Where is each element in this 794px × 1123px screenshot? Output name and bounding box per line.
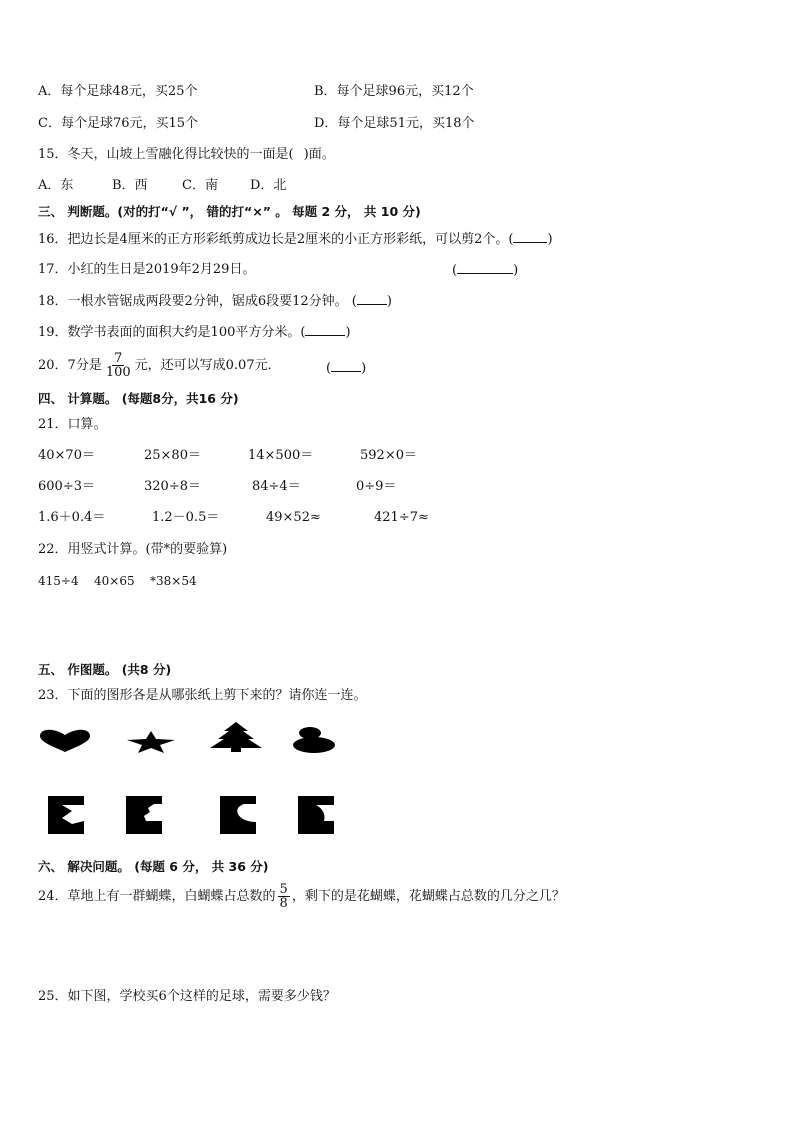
q20-paren-close: ) [361, 361, 367, 376]
q14-option-c: C．每个足球76元，买15个 [38, 116, 199, 131]
q20-fraction-numerator: 7 [114, 351, 123, 366]
q17-text: 17．小红的生日是2019年2月29日。 [38, 262, 256, 277]
oral-item: 320÷8＝ [144, 479, 201, 494]
oral-item: 0÷9＝ [356, 479, 397, 494]
q19-answer-blank[interactable] [305, 323, 345, 336]
q20-fraction [104, 352, 133, 379]
q24 [38, 882, 565, 912]
q24-fraction-numerator: 5 [279, 882, 288, 897]
q24-text-post: ，剩下的是花蝴蝶，花蝴蝶占总数的几分之几？ [291, 889, 565, 904]
section6-title: 六、 解决问题。 (每题 6 分， 共 36 分) [38, 859, 269, 874]
q20-answer [326, 359, 366, 378]
oral-item: 421÷7≈ [374, 510, 429, 525]
q22-item: 40×65 [94, 574, 135, 588]
q16-text: 16．把边长是4厘米的正方形彩纸剪成边长是2厘米的小正方形彩纸，可以剪2个。( [38, 232, 514, 247]
q16 [38, 230, 553, 249]
tree-shape [208, 722, 264, 752]
q18 [38, 292, 392, 311]
q20-paren-open: ( [326, 361, 332, 376]
q18-answer-blank[interactable] [357, 292, 387, 305]
q24-fraction-denominator: 8 [279, 896, 288, 911]
q20-fraction-denominator: 100 [105, 365, 131, 380]
oral-item: 49×52≈ [266, 510, 321, 525]
q17-paren-close: ) [513, 263, 519, 278]
q15-option-c: C．南 [182, 178, 218, 193]
q15-stem [38, 146, 335, 164]
q22-item: 415÷4 [38, 574, 79, 588]
q22-item: *38×54 [150, 574, 197, 588]
oral-item: 1.6＋0.4＝ [38, 510, 106, 525]
heart-shape [38, 729, 92, 753]
q18-paren-close: ) [386, 294, 392, 309]
q24-text-pre: 24．草地上有一群蝴蝶，白蝴蝶占总数的 [38, 889, 276, 904]
star-shape [126, 730, 176, 754]
q17-answer-blank[interactable] [457, 261, 513, 274]
q22-label: 22．用竖式计算。(带*的要验算) [38, 542, 228, 557]
q20 [38, 352, 281, 379]
oral-item: 25×80＝ [144, 448, 201, 463]
q21-label: 21．口算。 [38, 417, 107, 432]
q15-stem-tail: )面。 [303, 147, 335, 162]
oral-item: 600÷3＝ [38, 479, 95, 494]
q17-answer [452, 261, 518, 280]
q15-option-a: A．东 [38, 178, 74, 193]
q15-option-d: D．北 [250, 178, 287, 193]
q20-text-pre: 20．7分是 [38, 358, 102, 373]
q17 [38, 261, 255, 279]
q19 [38, 323, 351, 342]
q23-label: 23．下面的图形各是从哪张纸上剪下来的？请你连一连。 [38, 688, 367, 703]
paper-notch-a [48, 796, 84, 834]
q15-stem-text: 15．冬天，山坡上雪融化得比较快的一面是( [38, 147, 294, 162]
q20-answer-blank[interactable] [331, 359, 361, 372]
section5-title: 五、 作图题。 (共8 分) [38, 662, 172, 677]
oral-item: 40×70＝ [38, 448, 95, 463]
oral-item: 1.2－0.5＝ [152, 510, 220, 525]
q14-option-b: B．每个足球96元，买12个 [314, 84, 474, 99]
q16-paren-close: ) [547, 232, 553, 247]
paper-notch-c [220, 796, 256, 834]
q20-text-post: 元，还可以写成0.07元． [134, 358, 281, 373]
q14-option-d: D．每个足球51元，买18个 [314, 116, 475, 131]
oral-item: 14×500＝ [248, 448, 314, 463]
q24-fraction [278, 883, 290, 910]
oral-item: 84÷4＝ [252, 479, 301, 494]
section3-title: 三、 判断题。(对的打“√ ”， 错的打“×” 。 每题 2 分， 共 10 分) [38, 204, 421, 219]
q19-paren-close: ) [345, 325, 351, 340]
q15-option-b: B．西 [112, 178, 148, 193]
oral-item: 592×0＝ [360, 448, 417, 463]
q18-text: 18．一根水管锯成两段要2分钟，锯成6段要12分钟。 ( [38, 294, 357, 309]
q19-text: 19．数学书表面的面积大约是100平方分米。( [38, 325, 306, 340]
q17-paren-open: ( [452, 263, 458, 278]
q16-answer-blank[interactable] [513, 230, 547, 243]
paper-notch-b [126, 796, 162, 834]
section4-title: 四、 计算题。 (每题8分，共16 分) [38, 391, 239, 406]
q25: 25．如下图，学校买6个这样的足球，需要多少钱？ [38, 989, 336, 1004]
q14-option-a: A．每个足球48元，买25个 [38, 84, 198, 99]
snowman-shape [292, 726, 336, 754]
paper-notch-d [298, 796, 334, 834]
